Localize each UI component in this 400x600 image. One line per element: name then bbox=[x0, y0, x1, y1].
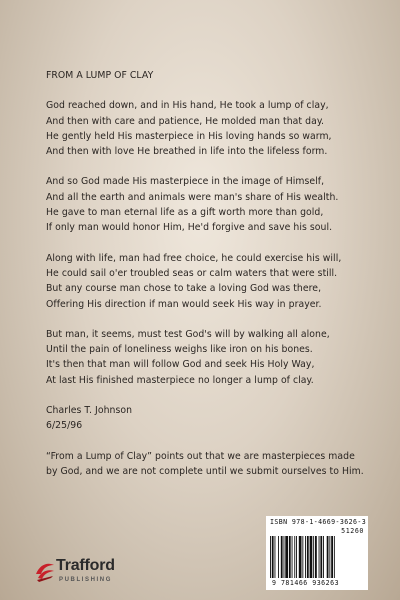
barcode-bar bbox=[289, 536, 291, 578]
barcode-bar bbox=[278, 536, 279, 578]
barcode-bar bbox=[294, 536, 295, 578]
barcode-bar bbox=[319, 536, 320, 578]
barcode-bar bbox=[281, 536, 283, 578]
barcode-bar bbox=[270, 536, 271, 578]
poem-line: At last His finished masterpiece no longer a lump of clay. bbox=[46, 374, 314, 386]
isbn-number: ISBN 978-1-4669-3626-3 bbox=[270, 518, 367, 526]
barcode-bar bbox=[329, 536, 330, 578]
publisher-logo bbox=[34, 556, 164, 590]
poem-line: Along with life, man had free choice, he could exercise his will, bbox=[46, 252, 342, 264]
barcode-bar bbox=[313, 536, 314, 578]
publisher-name: Trafford bbox=[56, 557, 115, 574]
back-cover-text bbox=[46, 68, 366, 479]
barcode-bar bbox=[302, 536, 303, 578]
author-name: Charles T. Johnson bbox=[46, 405, 133, 417]
barcode-bar bbox=[284, 536, 285, 578]
barcode-bars bbox=[270, 536, 364, 578]
poem-stanza-1 bbox=[46, 98, 366, 159]
poem-line: But man, it seems, must test God's will by walking all alone, bbox=[46, 328, 330, 340]
barcode-bar bbox=[307, 536, 309, 578]
poem-stanza-3 bbox=[46, 251, 366, 312]
barcode-bar bbox=[285, 536, 288, 578]
publisher-tagline: PUBLISHING bbox=[59, 577, 113, 583]
poem-line: He could sail o'er troubled seas or calm waters that were still. bbox=[46, 267, 338, 279]
poem-line: But any course man chose to take a loving God was there, bbox=[46, 283, 322, 295]
barcode-bar bbox=[320, 536, 322, 578]
poem-line: And so God made His masterpiece in the image of Himself, bbox=[46, 176, 325, 188]
barcode-bar bbox=[272, 536, 274, 578]
poem-line: God reached down, and in His hand, He took a lump of clay, bbox=[46, 100, 329, 112]
poem-line: And then with love He breathed in life into the lifeless form. bbox=[46, 146, 328, 158]
poem-line: He gently held His masterpiece in His loving hands so warm, bbox=[46, 130, 332, 142]
note-line: by God, and we are not complete until we submit ourselves to Him. bbox=[46, 465, 364, 477]
poem-attribution bbox=[46, 403, 366, 434]
poem-line: If only man would honor Him, He'd forgive and save his soul. bbox=[46, 222, 333, 234]
note-line: “From a Lump of Clay” points out that we are masterpieces made bbox=[46, 450, 355, 462]
barcode-bar bbox=[310, 536, 313, 578]
barcode-digits: 9 781466 936263 bbox=[272, 579, 340, 587]
barcode-bar bbox=[305, 536, 306, 578]
barcode-bar bbox=[299, 536, 302, 578]
poem-line: And then with care and patience, He molded man that day. bbox=[46, 115, 325, 127]
poem-line: He gave to man eternal life as a gift worth more than gold, bbox=[46, 207, 324, 219]
barcode-bar bbox=[323, 536, 324, 578]
poem-stanza-2 bbox=[46, 174, 366, 235]
barcode-bar bbox=[327, 536, 329, 578]
price-code: 51260 bbox=[341, 527, 364, 535]
isbn-barcode bbox=[266, 516, 368, 590]
barcode-bar bbox=[296, 536, 297, 578]
poem-line: It's then that man will follow God and seek His Holy Way, bbox=[46, 359, 315, 371]
poem-stanza-4 bbox=[46, 327, 366, 388]
barcode-bar bbox=[292, 536, 293, 578]
barcode-bar bbox=[275, 536, 276, 578]
poem-title: FROM A LUMP OF CLAY bbox=[46, 70, 154, 81]
barcode-bar bbox=[334, 536, 335, 578]
poem-line: And all the earth and animals were man's share of His wealth. bbox=[46, 191, 339, 203]
trafford-logo-icon bbox=[34, 556, 56, 586]
barcode-bar bbox=[331, 536, 333, 578]
barcode-bar bbox=[315, 536, 317, 578]
description-note bbox=[46, 449, 366, 480]
poem-line: Offering His direction if man would seek His way in prayer. bbox=[46, 298, 322, 310]
poem-line: Until the pain of loneliness weighs like iron on his bones. bbox=[46, 344, 313, 356]
poem-date: 6/25/96 bbox=[46, 420, 83, 432]
